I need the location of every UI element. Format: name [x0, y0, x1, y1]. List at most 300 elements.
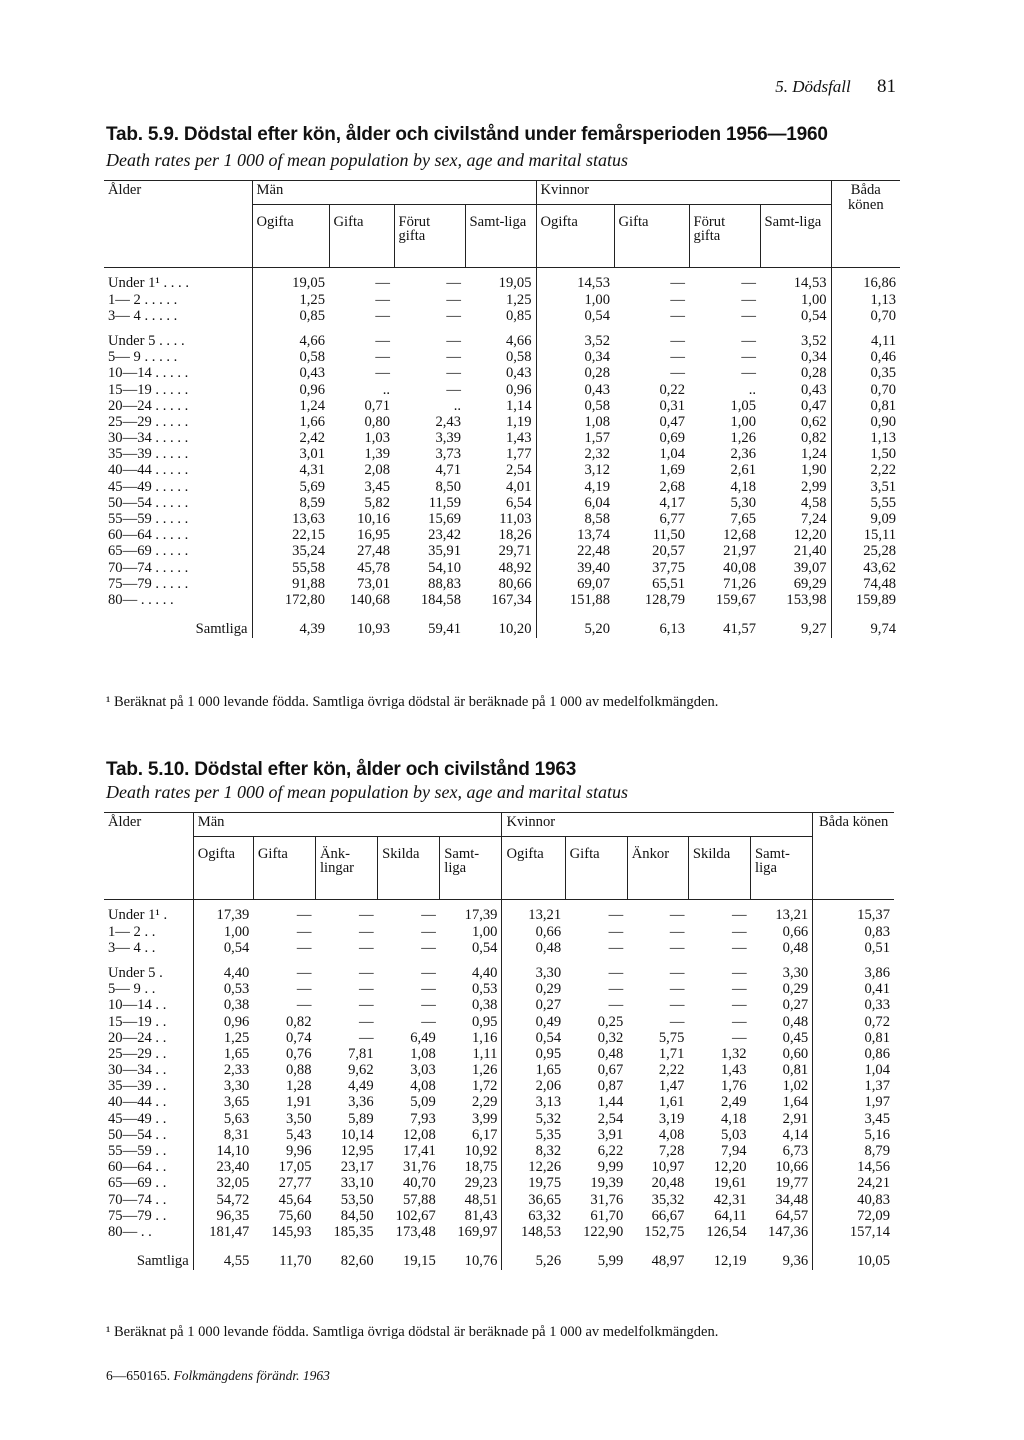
data-cell: 31,76	[402, 1159, 436, 1176]
data-cell: 3,30	[193, 1078, 253, 1094]
data-cell: 1,24	[801, 446, 827, 463]
data-cell: 1,24	[252, 398, 329, 414]
data-cell: 13,21	[775, 907, 809, 924]
data-cell: 0,53	[193, 981, 253, 997]
data-cell: 0,54	[536, 308, 614, 324]
data-cell: 12,08	[402, 1126, 436, 1143]
data-cell: 14,56	[813, 1159, 894, 1175]
table-row	[104, 924, 894, 940]
data-cell: 64,57	[775, 1207, 809, 1224]
data-cell: 4,18	[730, 478, 757, 495]
data-cell: —	[731, 981, 747, 998]
data-cell: 82,60	[340, 1253, 374, 1270]
data-cell: 2,36	[730, 446, 757, 463]
data-cell: 0,33	[813, 998, 894, 1014]
data-cell: 8,58	[536, 511, 614, 527]
data-cell: —	[731, 907, 747, 924]
publication-title: Folkmängdens förändr. 1963	[173, 1368, 330, 1383]
data-cell: 102,67	[395, 1207, 436, 1224]
col-header: Samt-liga	[760, 204, 831, 267]
row-label: 50—54 . .	[108, 1127, 167, 1143]
table-row	[104, 998, 894, 1014]
table-5-9-title: Tab. 5.9. Dödstal efter kön, ålder och civilstånd under femårsperioden 1956—1960	[106, 124, 828, 145]
table-row	[104, 1192, 894, 1208]
data-cell: 8,79	[813, 1143, 894, 1159]
data-cell: —	[741, 307, 757, 324]
table-5-10	[104, 812, 894, 1270]
data-cell: 15,11	[831, 527, 900, 543]
data-cell: 40,70	[402, 1175, 436, 1192]
data-cell: 45,78	[357, 559, 390, 576]
data-cell: —	[421, 1013, 436, 1030]
data-cell: 12,20	[713, 1159, 747, 1176]
data-cell: 5,75	[658, 1029, 685, 1046]
data-cell: 88,83	[428, 575, 461, 592]
data-cell: 63,32	[502, 1208, 565, 1224]
data-cell: 1,71	[658, 1045, 685, 1062]
data-cell: 3,45	[813, 1111, 894, 1127]
data-cell: —	[375, 307, 390, 324]
row-label: 10—14 . . . . .	[108, 365, 189, 382]
data-cell: 0,54	[801, 307, 827, 324]
data-cell: 36,65	[502, 1192, 565, 1208]
data-cell: 1,00	[193, 924, 253, 940]
data-cell: 91,88	[252, 576, 329, 592]
data-cell: 0,46	[831, 349, 900, 365]
data-cell: 0,88	[285, 1062, 312, 1079]
data-cell: 0,72	[813, 1014, 894, 1030]
data-cell: 3,51	[831, 479, 900, 495]
data-cell: 11,59	[428, 494, 461, 511]
data-cell: 5,69	[252, 479, 329, 495]
data-cell: 0,70	[831, 382, 900, 398]
data-cell: 81,43	[464, 1207, 498, 1224]
data-cell: 3,52	[536, 333, 614, 349]
data-cell: —	[669, 981, 685, 998]
data-cell: —	[741, 332, 757, 349]
data-cell: 0,41	[813, 981, 894, 997]
data-cell: 39,40	[536, 560, 614, 576]
data-cell: 1,65	[193, 1046, 253, 1062]
data-cell: 2,22	[831, 463, 900, 479]
data-cell: 3,12	[536, 463, 614, 479]
data-cell: 27,48	[357, 543, 390, 560]
data-cell: —	[375, 275, 390, 292]
data-cell: 6,77	[659, 511, 686, 528]
row-label: 70—74 . .	[108, 1191, 167, 1208]
table-row	[104, 349, 900, 365]
data-cell: —	[669, 1013, 685, 1030]
col-header: Samt-liga	[440, 836, 502, 899]
data-cell: 0,31	[659, 397, 686, 414]
data-cell: ..	[748, 381, 757, 398]
data-cell: —	[731, 964, 747, 981]
data-cell: 19,15	[402, 1253, 436, 1270]
data-cell: 4,66	[505, 332, 532, 349]
data-cell: 20,57	[652, 543, 686, 560]
data-cell: 0,70	[831, 308, 900, 324]
data-cell: 6,04	[536, 495, 614, 511]
data-cell: —	[446, 365, 461, 382]
data-cell: 0,96	[505, 381, 532, 398]
data-cell: 54,72	[193, 1192, 253, 1208]
group-header-kvinnor: Kvinnor	[502, 813, 813, 837]
table-row	[104, 446, 900, 462]
data-cell: 40,83	[813, 1192, 894, 1208]
data-cell: 4,55	[193, 1249, 253, 1269]
table-row	[104, 1062, 894, 1078]
row-label: 65—69 . . . . .	[108, 543, 189, 560]
data-cell: 128,79	[644, 591, 686, 608]
data-cell: 6,13	[659, 621, 686, 638]
row-label: 45—49 . . . . .	[108, 478, 189, 495]
data-cell: —	[359, 981, 374, 998]
data-cell: 0,47	[801, 397, 827, 414]
data-cell: 4,40	[471, 964, 498, 981]
group-header-man: Män	[252, 181, 536, 205]
data-cell: 33,10	[340, 1175, 374, 1192]
data-cell: 1,76	[721, 1078, 747, 1095]
data-cell: 2,06	[502, 1078, 565, 1094]
data-cell: 1,25	[193, 1030, 253, 1046]
data-cell: 4,11	[831, 333, 900, 349]
data-cell: 0,74	[285, 1029, 312, 1046]
data-cell: 0,87	[597, 1078, 624, 1095]
data-cell: 27,77	[278, 1175, 312, 1192]
row-label: 70—74 . . . . .	[108, 559, 189, 576]
data-cell: —	[296, 923, 312, 940]
data-cell: 48,51	[464, 1191, 498, 1208]
data-cell: ..	[382, 381, 390, 398]
data-cell: 1,08	[410, 1045, 436, 1062]
data-cell: 3,30	[502, 965, 565, 981]
table-row	[104, 382, 900, 398]
data-cell: 48,97	[651, 1253, 685, 1270]
row-label: 25—29 . . . . .	[108, 414, 189, 430]
data-cell: —	[608, 997, 624, 1014]
data-cell: 0,83	[813, 924, 894, 940]
data-cell: 35,24	[252, 544, 329, 560]
data-cell: 10,93	[357, 621, 390, 638]
data-cell: 0,49	[502, 1014, 565, 1030]
data-cell: 37,75	[652, 559, 686, 576]
data-cell: 16,95	[357, 527, 390, 544]
data-cell: 3,36	[348, 1094, 374, 1111]
data-cell: 0,54	[193, 940, 253, 956]
col-header: Ogifta	[536, 204, 614, 267]
data-cell: 6,54	[505, 494, 532, 511]
data-cell: 5,32	[502, 1111, 565, 1127]
row-label: 65—69 . .	[108, 1175, 167, 1192]
data-cell: 1,14	[505, 397, 532, 414]
data-cell: 159,67	[715, 591, 757, 608]
table-row	[104, 308, 900, 324]
data-cell: 11,03	[499, 511, 532, 528]
table-row	[104, 527, 900, 543]
spacer-row	[104, 1240, 894, 1249]
data-cell: 25,28	[831, 544, 900, 560]
data-cell: 84,50	[340, 1207, 374, 1224]
data-cell: 8,50	[435, 478, 461, 495]
data-cell: 1,25	[505, 291, 532, 308]
col-header: Änkor	[627, 836, 688, 899]
data-cell: 73,01	[357, 575, 390, 592]
data-cell: 0,29	[782, 981, 809, 998]
table-row	[104, 430, 900, 446]
data-cell: 23,40	[193, 1159, 253, 1175]
table-5-9	[104, 180, 900, 638]
data-cell: 148,53	[502, 1224, 565, 1240]
data-cell: 7,93	[410, 1110, 436, 1127]
data-cell: 4,31	[252, 463, 329, 479]
data-cell: 20,48	[651, 1175, 685, 1192]
data-cell: 22,48	[536, 544, 614, 560]
data-cell: 1,05	[730, 397, 757, 414]
data-cell: —	[421, 923, 436, 940]
data-cell: —	[731, 997, 747, 1014]
data-cell: 74,48	[831, 576, 900, 592]
data-cell: 0,80	[364, 413, 390, 430]
data-cell: 1,97	[813, 1095, 894, 1111]
data-cell: 14,53	[793, 275, 827, 292]
data-cell: 2,61	[730, 462, 757, 479]
data-cell: —	[296, 964, 312, 981]
data-cell: 0,38	[471, 997, 498, 1014]
data-cell: —	[359, 1029, 374, 1046]
data-cell: 0,81	[831, 398, 900, 414]
data-cell: 1,03	[364, 430, 390, 447]
table-row	[104, 1030, 894, 1046]
row-label: 30—34 . .	[108, 1062, 167, 1079]
data-cell: 4,58	[801, 494, 827, 511]
data-cell: 4,40	[193, 965, 253, 981]
data-cell: 4,17	[659, 494, 686, 511]
data-cell: 3,86	[813, 965, 894, 981]
table-row	[104, 1046, 894, 1062]
row-label: 60—64 . .	[108, 1159, 167, 1176]
data-cell: 0,53	[471, 981, 498, 998]
data-cell: 151,88	[536, 592, 614, 608]
data-cell: 8,32	[502, 1143, 565, 1159]
data-cell: 0,62	[801, 413, 827, 430]
data-cell: 1,13	[831, 292, 900, 308]
data-cell: 2,22	[658, 1062, 685, 1079]
table-5-9-subtitle: Death rates per 1 000 of mean population by sex, age and marital status	[106, 150, 628, 170]
data-cell: 3,91	[597, 1126, 624, 1143]
data-cell: —	[296, 997, 312, 1014]
data-cell: 23,42	[428, 527, 461, 544]
data-cell: 145,93	[271, 1223, 312, 1240]
data-cell: 72,09	[813, 1208, 894, 1224]
data-cell: 3,52	[801, 332, 827, 349]
data-cell: —	[669, 939, 685, 956]
data-cell: 1,37	[813, 1078, 894, 1094]
table-row	[104, 267, 900, 292]
data-cell: 32,05	[193, 1176, 253, 1192]
data-cell: 3,13	[502, 1095, 565, 1111]
data-cell: 43,62	[831, 560, 900, 576]
data-cell: 4,39	[252, 617, 329, 637]
data-cell: 3,30	[782, 964, 809, 981]
data-cell: 1,04	[659, 446, 686, 463]
data-cell: 157,14	[813, 1224, 894, 1240]
data-cell: 34,48	[775, 1191, 809, 1208]
data-cell: 19,05	[252, 267, 329, 292]
data-cell: 4,49	[348, 1078, 374, 1095]
table-row	[104, 560, 900, 576]
data-cell: 5,30	[730, 494, 757, 511]
data-cell: 12,20	[793, 527, 827, 544]
data-cell: 19,05	[498, 275, 532, 292]
row-label: Under 5 .	[108, 965, 163, 981]
data-cell: 69,29	[793, 575, 827, 592]
data-cell: —	[731, 939, 747, 956]
data-cell: 0,85	[252, 308, 329, 324]
data-cell: 8,31	[193, 1127, 253, 1143]
data-cell: 1,50	[831, 446, 900, 462]
data-cell: 1,77	[505, 446, 532, 463]
table-row	[104, 1159, 894, 1175]
data-cell: 15,37	[813, 899, 894, 924]
data-cell: 2,08	[364, 462, 390, 479]
row-label: 50—54 . . . . .	[108, 495, 189, 511]
data-cell: 3,45	[364, 478, 390, 495]
group-header-kvinnor: Kvinnor	[536, 181, 831, 205]
data-cell: 2,43	[435, 413, 461, 430]
data-cell: 181,47	[193, 1224, 253, 1240]
data-cell: 21,97	[723, 543, 757, 560]
data-cell: 48,92	[498, 559, 532, 576]
spacer-row	[104, 324, 900, 333]
data-cell: 4,08	[658, 1126, 685, 1143]
row-label: 45—49 . .	[108, 1110, 167, 1127]
data-cell: 1,25	[252, 292, 329, 308]
data-cell: 0,60	[782, 1045, 809, 1062]
data-cell: —	[741, 365, 757, 382]
data-cell: —	[670, 291, 686, 308]
data-cell: —	[296, 981, 312, 998]
data-cell: —	[608, 907, 624, 924]
data-cell: —	[375, 365, 390, 382]
data-cell: 0,67	[597, 1062, 624, 1079]
data-cell: 0,32	[597, 1029, 624, 1046]
data-cell: 17,05	[278, 1159, 312, 1176]
data-cell: 10,76	[464, 1253, 498, 1270]
data-cell: 1,39	[364, 446, 390, 463]
row-label: 5— 9 . .	[108, 981, 156, 998]
data-cell: —	[670, 275, 686, 292]
data-cell: 12,26	[502, 1159, 565, 1175]
data-cell: 15,69	[428, 511, 461, 528]
group-header-man: Män	[193, 813, 502, 837]
row-label: 1— 2 . . . . .	[108, 291, 178, 308]
data-cell: 80,66	[498, 575, 532, 592]
data-cell: 42,31	[713, 1191, 747, 1208]
data-cell: 1,64	[782, 1094, 809, 1111]
data-cell: 1,43	[505, 430, 532, 447]
data-cell: 2,99	[801, 478, 827, 495]
data-cell: 184,58	[420, 591, 461, 608]
data-cell: 54,10	[428, 559, 461, 576]
data-cell: 10,66	[775, 1159, 809, 1176]
data-cell: 53,50	[340, 1191, 374, 1208]
table-row	[104, 1143, 894, 1159]
data-cell: 24,21	[813, 1176, 894, 1192]
row-label: 40—44 . . . . .	[108, 462, 189, 479]
data-cell: 169,97	[457, 1223, 498, 1240]
data-cell: 11,50	[652, 527, 686, 544]
col-header: Ogifta	[252, 204, 329, 267]
data-cell: —	[608, 981, 624, 998]
data-cell: 3,01	[252, 446, 329, 462]
data-cell: 5,99	[597, 1253, 624, 1270]
data-cell: 0,28	[801, 365, 827, 382]
data-cell: —	[375, 291, 390, 308]
data-cell: 10,05	[813, 1249, 894, 1269]
data-cell: 75,60	[278, 1207, 312, 1224]
col-header: Änk-lingar	[316, 836, 378, 899]
data-cell: —	[670, 349, 686, 366]
data-cell: 16,86	[831, 267, 900, 292]
data-cell: ..	[453, 397, 461, 414]
data-cell: 0,82	[285, 1013, 312, 1030]
data-cell: 0,22	[659, 381, 686, 398]
table-row	[104, 495, 900, 511]
data-cell: 7,65	[730, 511, 757, 528]
col-header: Gifta	[565, 836, 627, 899]
row-label: Under 1¹ .	[108, 907, 168, 924]
data-cell: 18,75	[464, 1159, 498, 1176]
data-cell: 3,03	[410, 1062, 436, 1079]
col-header: Samt-liga	[465, 204, 536, 267]
data-cell: 64,11	[714, 1207, 747, 1224]
table-5-9-footnote: ¹ Beräknat på 1 000 levande födda. Samtliga övriga dödstal är beräknade på 1 000 av medelfolkmängden.	[106, 694, 719, 710]
data-cell: 35,91	[428, 543, 461, 560]
data-cell: 1,08	[536, 414, 614, 430]
table-row	[104, 333, 900, 349]
row-label: 10—14 . .	[108, 997, 167, 1014]
data-cell: 10,97	[651, 1159, 685, 1176]
data-cell: 0,69	[659, 430, 686, 447]
row-label: 3— 4 . .	[108, 939, 156, 956]
col-header: Samt-liga	[751, 836, 813, 899]
data-cell: 0,38	[193, 998, 253, 1014]
data-cell: 17,39	[464, 907, 498, 924]
data-cell: 173,48	[395, 1223, 436, 1240]
col-header: Gifta	[253, 836, 315, 899]
data-cell: 4,71	[435, 462, 461, 479]
data-cell: 1,13	[831, 430, 900, 446]
data-cell: —	[446, 307, 461, 324]
table-row	[104, 1176, 894, 1192]
data-cell: —	[359, 907, 374, 924]
data-cell: —	[359, 964, 374, 981]
data-cell: 0,58	[505, 349, 532, 366]
col-header: Ogifta	[193, 836, 253, 899]
data-cell: 57,88	[402, 1191, 436, 1208]
section-title: 5. Dödsfall	[775, 77, 851, 96]
data-cell: 65,51	[652, 575, 686, 592]
row-label: 20—24 . .	[108, 1029, 167, 1046]
data-cell: 0,96	[193, 1014, 253, 1030]
table-row	[104, 617, 900, 637]
data-cell: 9,96	[285, 1143, 312, 1160]
data-cell: 2,68	[659, 478, 686, 495]
data-cell: —	[669, 907, 685, 924]
data-cell: 2,32	[536, 446, 614, 462]
data-cell: —	[731, 1013, 747, 1030]
data-cell: 4,14	[782, 1126, 809, 1143]
